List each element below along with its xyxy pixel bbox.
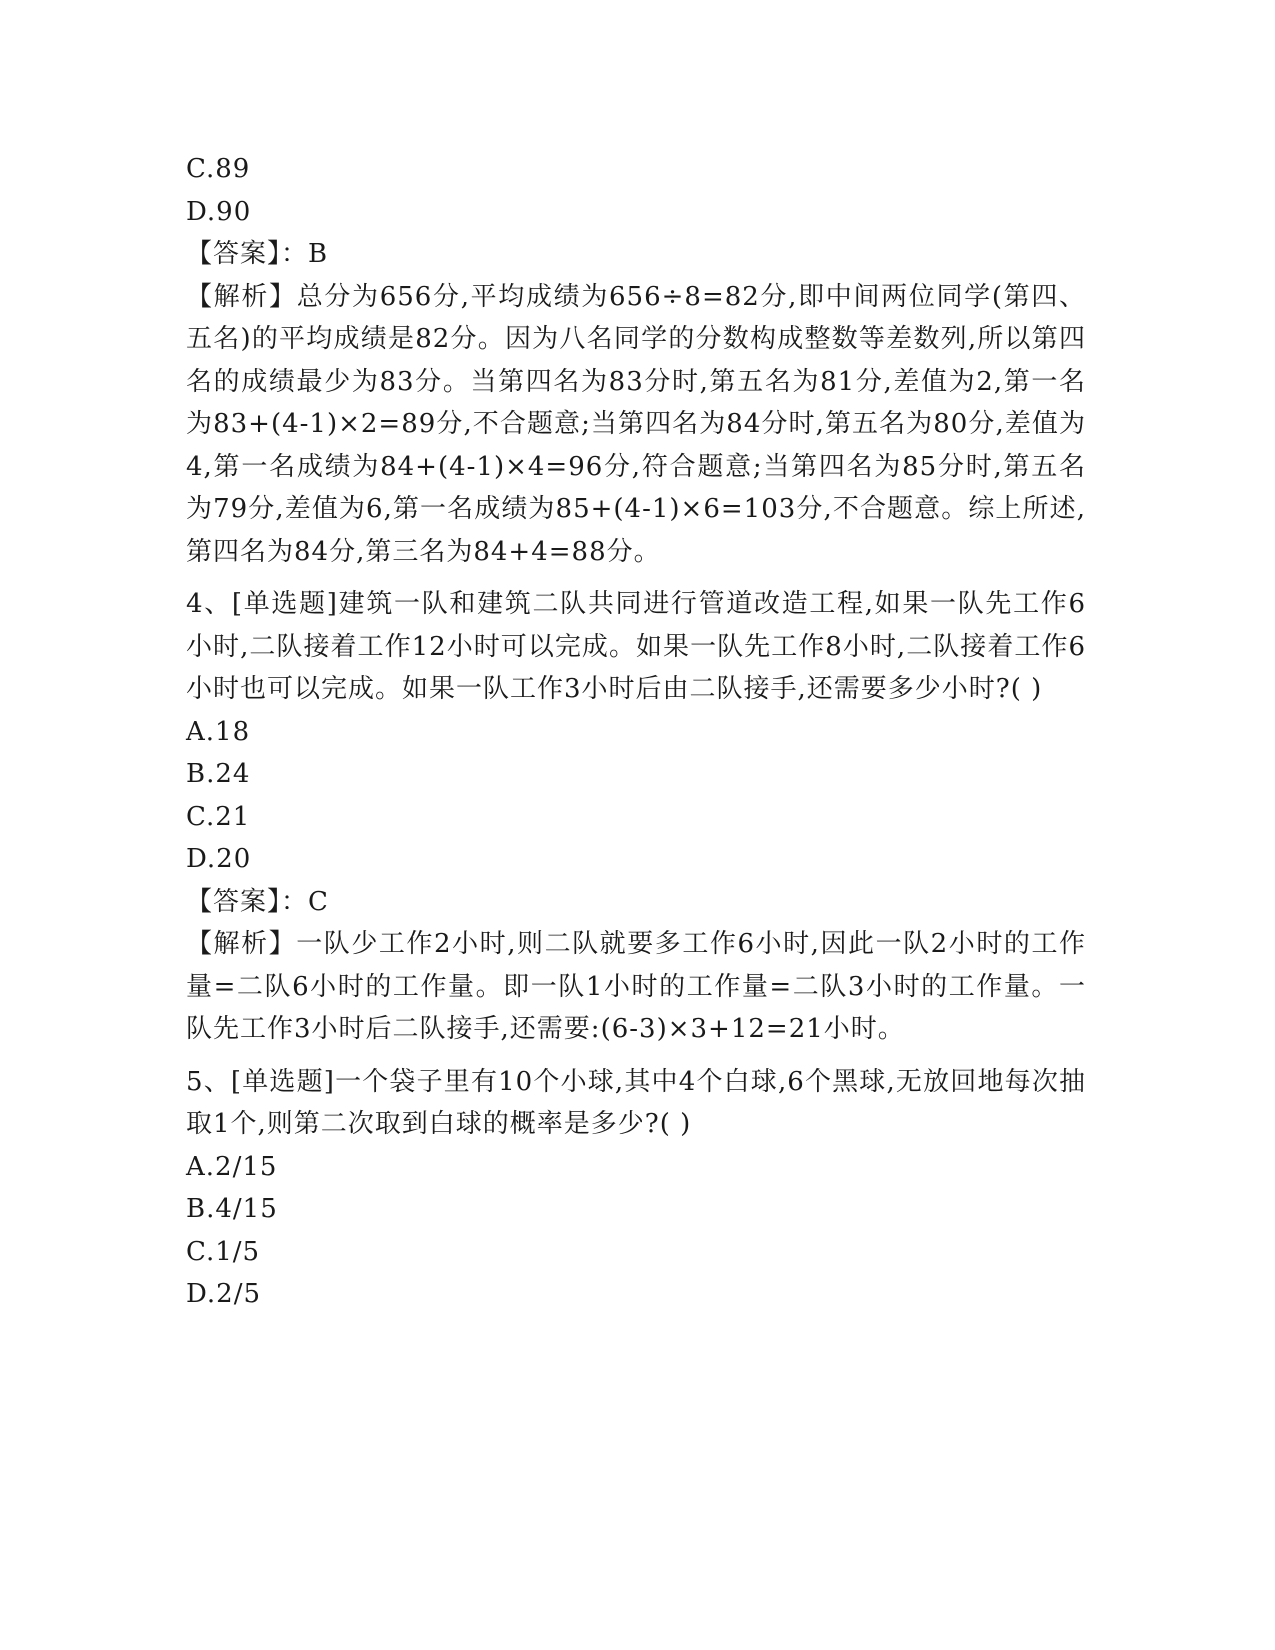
analysis-paragraph: 【解析】总分为656分,平均成绩为656÷8=82分,即中间两位同学(第四、五名)的平均成绩是82分。因为八名同学的分数构成整数等差数列,所以第四名的成绩最少为83分。当第四名为83分时,第五名为81分,差值为2,第一名为83+(4-1)×2=89分,不合题意;当第四名为84分时,第五名为80分,差值为4,第一名成绩为84+(4-1)×4=96分,符合题意;当第四名为85分时,第五名为79分,差值为6,第一名成绩为85+(4-1)×6=103分,不合题意。综上所述,第四名为84分,第三名为84+4=88分。 [186, 281, 1086, 567]
option-d: D.90 [186, 196, 252, 227]
option-a: A.2/15 [186, 1151, 278, 1182]
option-b: B.24 [186, 759, 251, 789]
answer-line: 【答案】：C [186, 886, 329, 917]
option-c: C.1/5 [186, 1236, 261, 1267]
option-d: D.2/5 [186, 1279, 262, 1309]
option-a: A.18 [186, 716, 251, 747]
option-d: D.20 [186, 844, 252, 874]
document-page [186, 148, 1086, 1316]
question-5 [186, 1061, 1086, 1316]
analysis-paragraph: 【解析】一队少工作2小时,则二队就要多工作6小时,因此一队2小时的工作量=二队6小时的工作量。即一队1小时的工作量=二队3小时的工作量。一队先工作3小时后二队接手,还需要:(6-3)×3+12=21小时。 [186, 929, 1086, 1044]
answer-line: 【答案】：B [186, 239, 329, 269]
option-b: B.4/15 [186, 1194, 278, 1224]
question-text: 5、[单选题]一个袋子里有10个小球,其中4个白球,6个黑球,无放回地每次抽取1个,则第二次取到白球的概率是多少?( ) [186, 1066, 1086, 1139]
question-3-tail [186, 148, 1086, 573]
option-c: C.21 [186, 801, 251, 832]
option-c: C.89 [186, 154, 251, 184]
question-4 [186, 583, 1086, 1051]
question-text: 4、[单选题]建筑一队和建筑二队共同进行管道改造工程,如果一队先工作6小时,二队接着工作12小时可以完成。如果一队先工作8小时,二队接着工作6小时也可以完成。如果一队工作3小时后由二队接手,还需要多少小时?( ) [186, 589, 1086, 704]
